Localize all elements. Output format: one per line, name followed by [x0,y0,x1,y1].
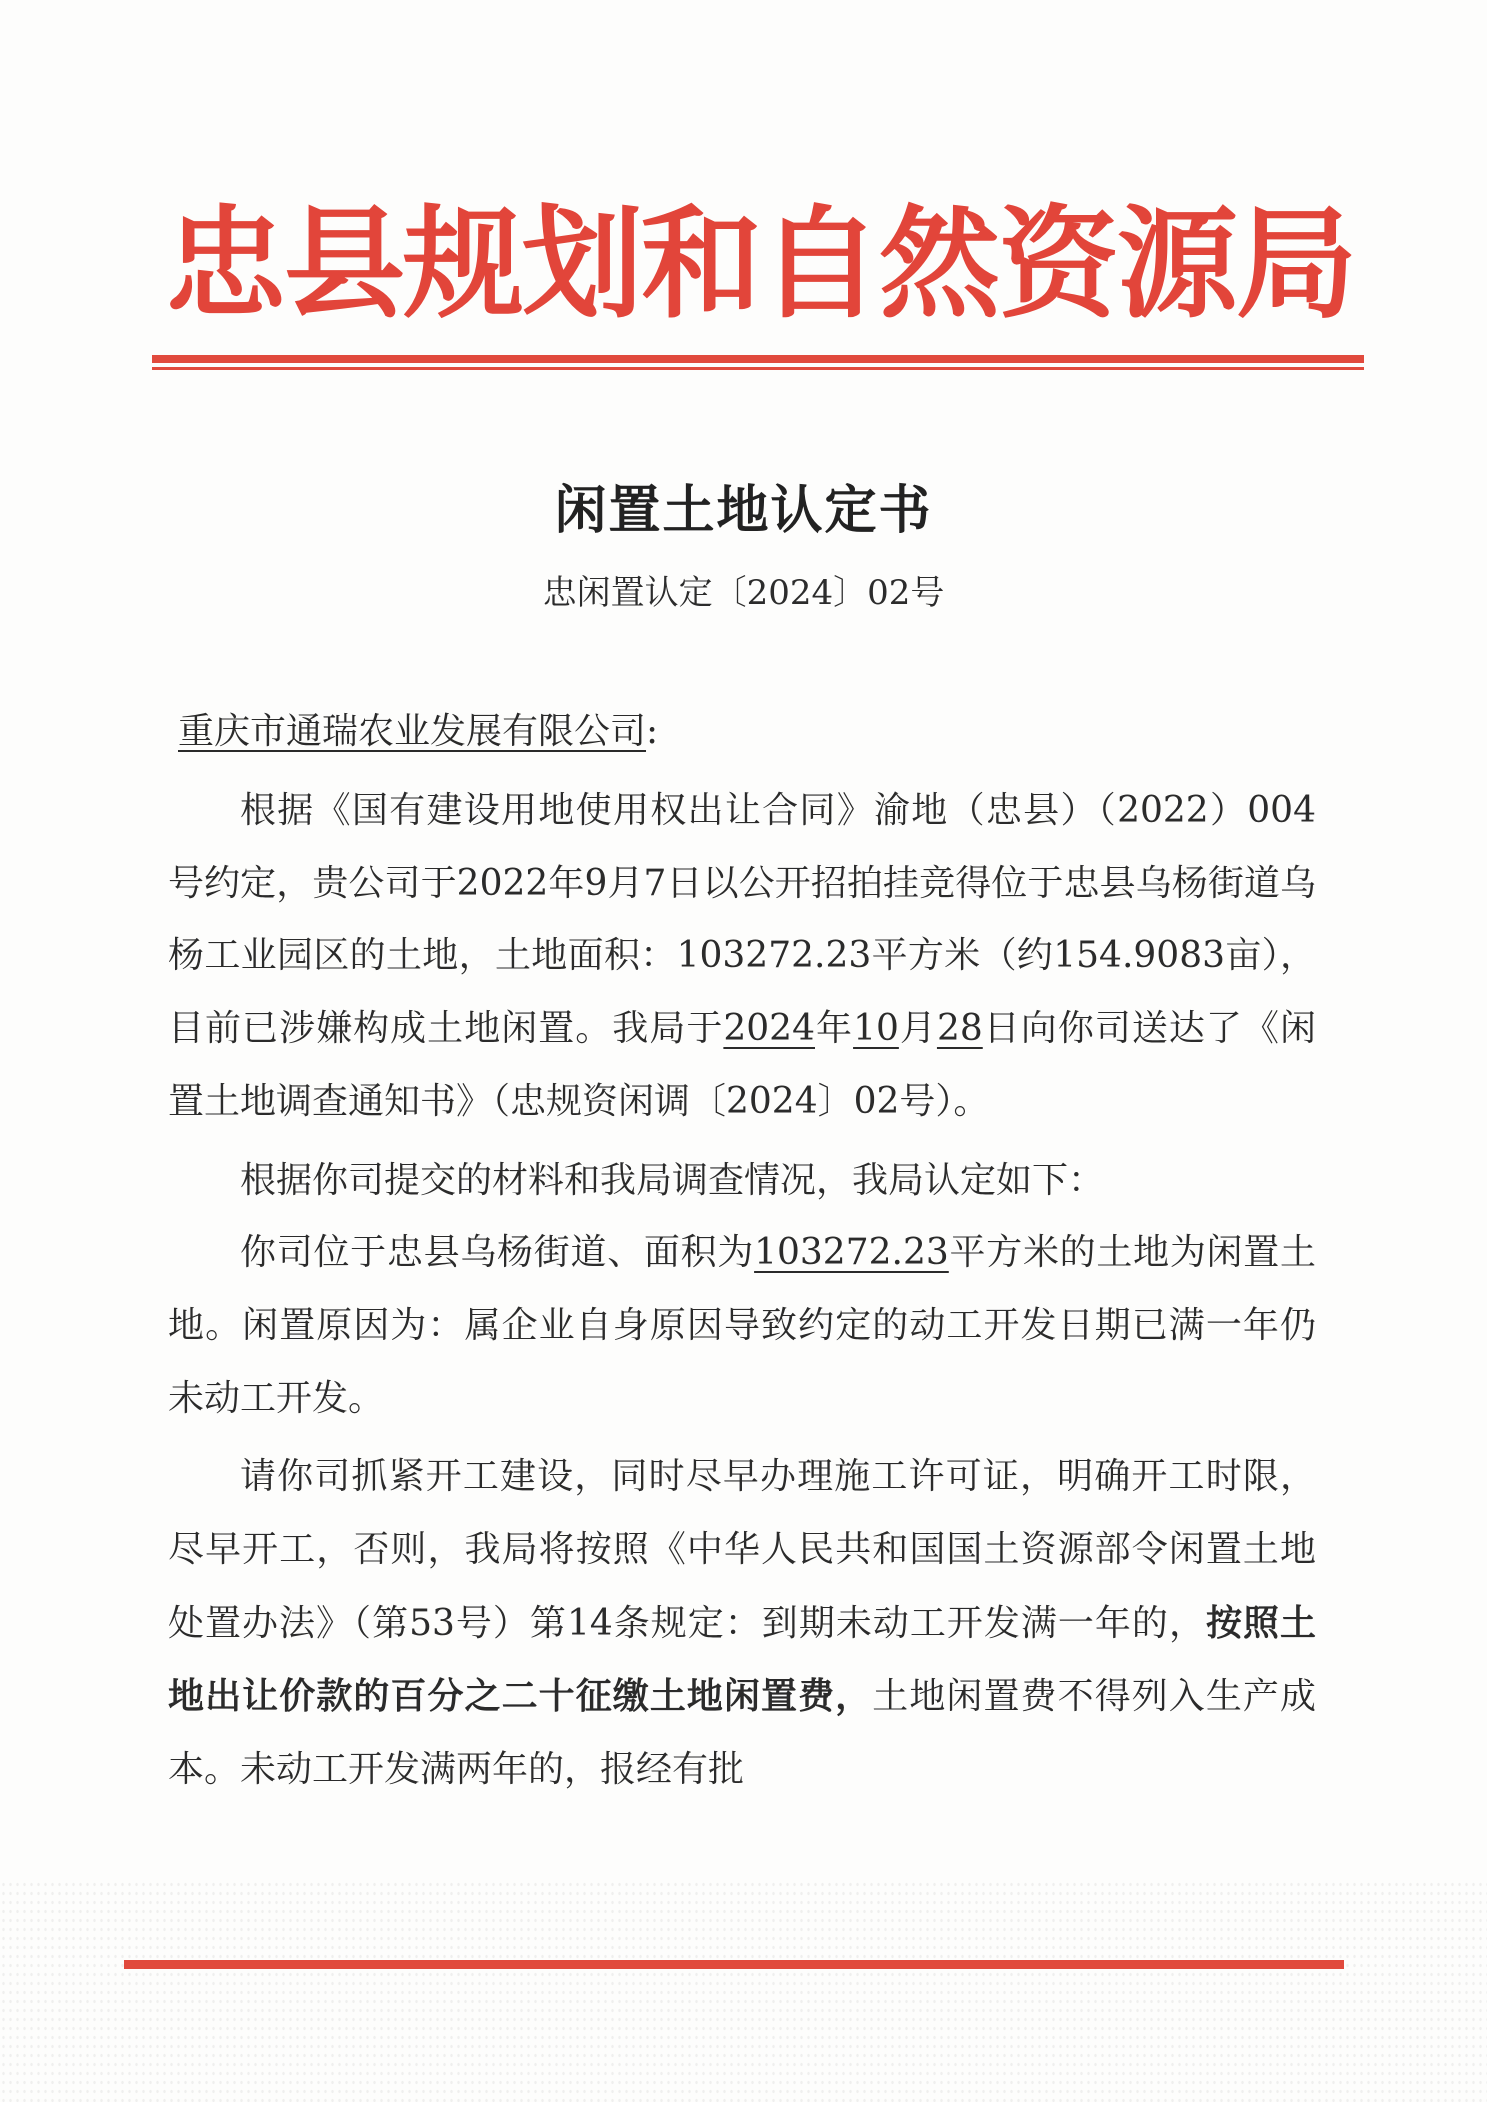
notice-date-month: 10 [853,1008,899,1050]
scan-noise [0,1880,1487,2102]
paragraph-3-text-a: 你司位于忠县乌杨街道、面积为 [240,1232,755,1274]
recipient-name: 重庆市通瑞农业发展有限公司 [178,711,647,752]
masthead-org-name: 忠县规划和自然资源局 [164,194,1355,335]
paragraph-requirements [168,1441,1316,1807]
paragraph-1-text-c: 月 [898,1008,937,1050]
paragraph-1-text-b: 年 [815,1008,854,1050]
paragraph-idle-land-finding [168,1217,1316,1435]
notice-date-day: 28 [936,1008,983,1050]
paragraph-1-text-d: 日向你司送达了《闲置土地调查通知书》（忠规资闲调〔2024〕02号）。 [168,1008,1316,1122]
recipient-colon: : [646,711,659,752]
paragraph-3-text-b: 平方米的土地为闲置土地。闲置原因为：属企业自身原因导致约定的动工开发日期已满一年仍未动工开发。 [168,1232,1316,1419]
letter-body [168,775,1316,1807]
document-title: 闲置土地认定书 [554,480,933,541]
masthead-rule-thin [152,367,1364,370]
document-number: 忠闲置认定〔2024〕02号 [542,573,945,613]
notice-date-year: 2024 [723,1008,815,1050]
footer-rule [124,1960,1344,1969]
paragraph-4-text-a: 请你司抓紧开工建设，同时尽早办理施工许可证，明确开工时限，尽早开工，否则，我局将按照《中华人民共和国国土资源部令闲置土地处置办法》（第53号）第14条规定：到期未动工开发满一年的， [168,1456,1316,1644]
masthead-rule-thick [152,355,1364,363]
idle-land-area: 103272.23 [754,1232,949,1274]
paragraph-4-text-b: 土地闲置费不得列入生产成本。未动工开发满两年的，报经有批 [168,1676,1316,1791]
paragraph-determination-intro: 根据你司提交的材料和我局调查情况，我局认定如下： [240,1159,1105,1201]
paragraph-1-text-a: 根据《国有建设用地使用权出让合同》渝地（忠县）（2022）004号约定，贵公司于2022年9月7日以公开招拍挂竞得位于忠县乌杨街道乌杨工业园区的土地，土地面积：103272.23平方米（约154.9083亩），目前已涉嫌构成土地闲置。我局于 [168,790,1316,1050]
recipient-line [178,704,658,760]
paragraph-4-bold-clause: 按照土地出让价款的百分之二十征缴土地闲置费， [168,1601,1316,1718]
paragraph-contract-background [168,775,1316,1139]
